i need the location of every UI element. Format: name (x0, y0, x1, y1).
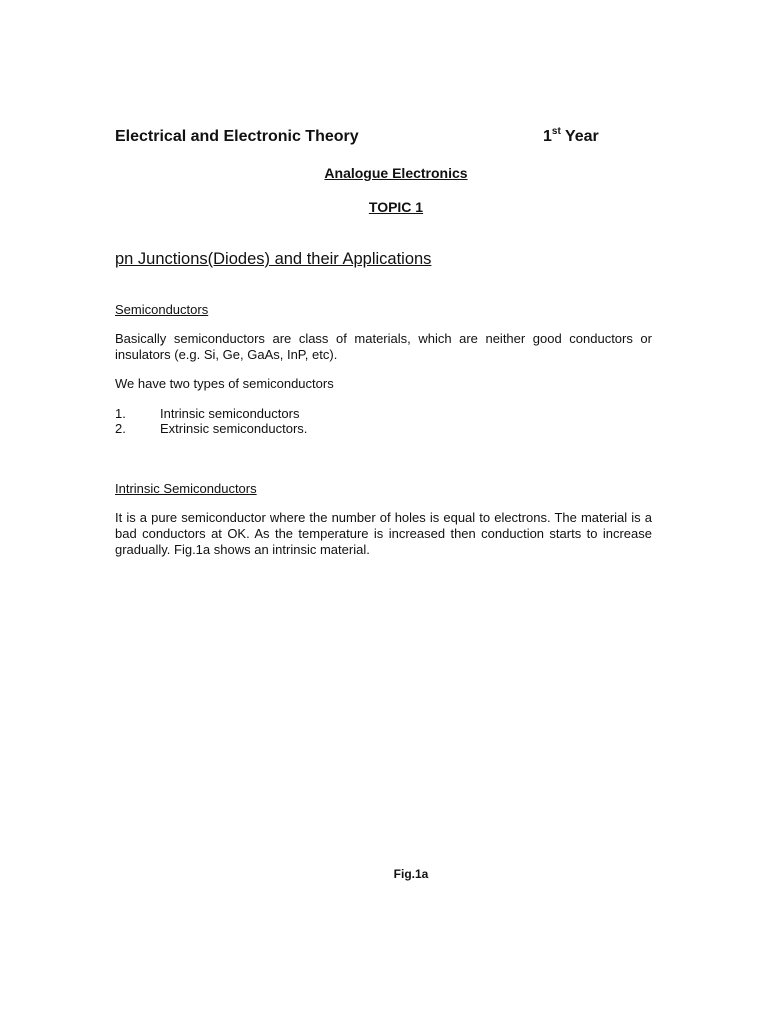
year-word: Year (564, 128, 599, 145)
types-intro: We have two types of semiconductors (115, 376, 334, 391)
year-suffix: st (551, 126, 561, 137)
list-item-text: Extrinsic semiconductors. (160, 421, 308, 436)
figure-caption: Fig.1a (393, 867, 429, 881)
year-number: 1 (543, 128, 552, 145)
topic-heading: TOPIC 1 (368, 199, 424, 215)
document-title: Electrical and Electronic Theory (115, 128, 359, 145)
list-item-text: Intrinsic semiconductors (160, 406, 300, 421)
subject-heading: Analogue Electronics (324, 165, 468, 181)
semiconductors-paragraph: Basically semiconductors are class of materials, which are neither good conductors or insulators (e.g. Si, Ge, GaAs, InP, etc). (115, 331, 652, 362)
figure-placeholder (115, 575, 652, 855)
year-label (543, 128, 599, 146)
semiconductors-heading: Semiconductors (115, 302, 209, 317)
intrinsic-heading: Intrinsic Semiconductors (115, 481, 257, 496)
list-item-number: 2. (115, 421, 126, 436)
list-item-number: 1. (115, 406, 126, 421)
intrinsic-paragraph: It is a pure semiconductor where the number of holes is equal to electrons. The material is a bad conductors at OK. As the temperature is increased then conduction starts to increase gradually. Fig.1a shows an intrinsic material. (115, 510, 652, 557)
main-heading: pn Junctions(Diodes) and their Applications (115, 250, 432, 268)
